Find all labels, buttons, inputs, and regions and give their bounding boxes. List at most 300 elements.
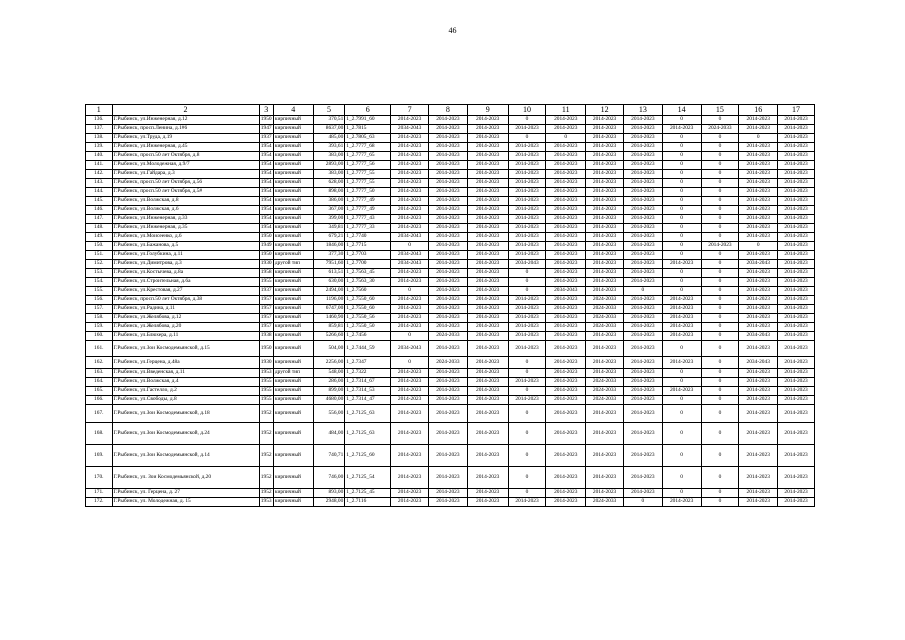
table-cell: 0 xyxy=(662,215,701,224)
table-cell: 2014-2023 xyxy=(546,143,586,152)
table-cell: 0 xyxy=(701,305,739,314)
table-cell: кирпичный xyxy=(273,498,313,507)
table-cell: 0 xyxy=(391,357,429,369)
table-cell: 2034-2043 xyxy=(391,341,429,357)
table-cell: 2024-2033 xyxy=(701,125,739,134)
table-cell: 2014-2023 xyxy=(428,161,467,170)
table-cell: 1_2.7444_59 xyxy=(345,341,391,357)
table-cell: 1952 xyxy=(259,405,273,423)
table-cell: 0 xyxy=(662,179,701,188)
table-cell: 1196,00 xyxy=(313,296,345,305)
table-cell: 0 xyxy=(739,242,778,251)
address-cell: Г.Рыбинск, ул. Молодежная, д. 15 xyxy=(112,498,259,507)
table-cell: 0 xyxy=(701,116,739,125)
table-cell: 2014-2023 xyxy=(508,314,546,323)
table-cell: 0 xyxy=(662,152,701,161)
table-cell: 2014-2023 xyxy=(623,387,662,396)
table-cell: 2024-2033 xyxy=(586,378,624,387)
table-cell: 1952 xyxy=(259,489,273,498)
table-cell: 1460,90 xyxy=(313,314,345,323)
table-cell: 2014-2023 xyxy=(623,224,662,233)
table-cell: 2014-2023 xyxy=(739,125,778,134)
table-cell: 2014-2023 xyxy=(586,179,624,188)
table-cell: 2014-2023 xyxy=(467,125,508,134)
table-row xyxy=(86,260,815,269)
table-cell: 2014-2023 xyxy=(778,445,815,467)
table-row xyxy=(86,498,815,507)
table-cell: 144. xyxy=(86,188,113,197)
table-cell: 1954 xyxy=(259,188,273,197)
table-cell: 0 xyxy=(701,489,739,498)
address-cell: Г.Рыбинск, ул.Желябова, д.12 xyxy=(112,314,259,323)
table-cell: 2014-2023 xyxy=(508,197,546,206)
table-cell: 2014-2023 xyxy=(623,161,662,170)
table-cell: 2014-2023 xyxy=(428,287,467,296)
table-cell: 2014-2023 xyxy=(778,423,815,445)
table-cell: 2014-2023 xyxy=(546,423,586,445)
table-cell: 2014-2023 xyxy=(739,161,778,170)
table-cell: 2014-2023 xyxy=(778,116,815,125)
table-cell: 2014-2023 xyxy=(428,125,467,134)
table-cell: 2024-2033 xyxy=(586,323,624,332)
table-cell: 0 xyxy=(701,233,739,242)
table-cell: 0 xyxy=(701,498,739,507)
table-cell: 161. xyxy=(86,341,113,357)
table-cell: 159. xyxy=(86,323,113,332)
table-row xyxy=(86,161,815,170)
table-cell: 1937 xyxy=(259,134,273,143)
table-cell: 0 xyxy=(662,116,701,125)
table-cell: 2014-2023 xyxy=(586,269,624,278)
table-cell: 2014-2023 xyxy=(623,445,662,467)
table-cell: 2014-2023 xyxy=(778,215,815,224)
table-cell: 0 xyxy=(662,278,701,287)
table-cell: 1_2.7116 xyxy=(345,498,391,507)
table-cell: 2014-2023 xyxy=(586,170,624,179)
table-cell: 2014-2023 xyxy=(739,251,778,260)
address-cell: Г.Рыбинск, ул.Введенская, д.11 xyxy=(112,369,259,378)
table-cell: 2014-2023 xyxy=(662,296,701,305)
table-cell: 1952 xyxy=(259,467,273,489)
address-cell: Г.Рыбинск, просп.50 лет Октября, д.56 xyxy=(112,179,259,188)
table-cell: кирпичный xyxy=(273,143,313,152)
table-cell: 0 xyxy=(662,143,701,152)
table-cell: 2014-2023 xyxy=(778,278,815,287)
table-cell: 0 xyxy=(662,378,701,387)
table-cell: 2034-2043 xyxy=(546,287,586,296)
table-cell: 2014-2023 xyxy=(546,378,586,387)
table-cell: 2014-2023 xyxy=(739,305,778,314)
table-cell: 2014-2023 xyxy=(546,233,586,242)
table-row xyxy=(86,188,815,197)
table-row xyxy=(86,269,815,278)
table-cell: 2014-2023 xyxy=(623,233,662,242)
table-cell: 2014-2023 xyxy=(739,287,778,296)
table-cell: 8637,00 xyxy=(313,125,345,134)
table-cell: 898,00 xyxy=(313,188,345,197)
table-cell: 1_2.7777_49 xyxy=(345,206,391,215)
table-row xyxy=(86,489,815,498)
table-cell: 2014-2023 xyxy=(778,143,815,152)
table-cell: 2014-2023 xyxy=(467,215,508,224)
table-cell: 171. xyxy=(86,489,113,498)
table-row xyxy=(86,152,815,161)
table-cell: 1930 xyxy=(259,260,273,269)
table-cell: 2014-2023 xyxy=(739,378,778,387)
table-cell: 628,00 xyxy=(313,179,345,188)
table-cell: 1846,00 xyxy=(313,242,345,251)
table-cell: 2014-2023 xyxy=(623,260,662,269)
table-cell: 2014-2023 xyxy=(778,269,815,278)
table-cell: 2014-2023 xyxy=(739,396,778,405)
table-cell: 2014-2023 xyxy=(662,357,701,369)
table-row xyxy=(86,341,815,357)
table-cell: 2014-2023 xyxy=(778,197,815,206)
table-cell: кирпичный xyxy=(273,224,313,233)
table-cell: 2014-2023 xyxy=(546,215,586,224)
table-cell: 2948,00 xyxy=(313,498,345,507)
table-cell: 0 xyxy=(391,287,429,296)
table-cell: 2014-2023 xyxy=(546,116,586,125)
table-cell: 2014-2023 xyxy=(546,269,586,278)
table-cell: 2014-2023 xyxy=(662,332,701,341)
table-cell: кирпичный xyxy=(273,215,313,224)
table-cell: 2014-2023 xyxy=(391,206,429,215)
table-cell: 1_2.7456 xyxy=(345,332,391,341)
table-cell: 1_2.7777_43 xyxy=(345,215,391,224)
address-cell: Г.Рыбинск, ул.Инженерная, д.35 xyxy=(112,224,259,233)
table-cell: 2014-2023 xyxy=(586,423,624,445)
table-cell: 2014-2023 xyxy=(778,489,815,498)
table-cell: 2014-2023 xyxy=(428,206,467,215)
table-cell: 2014-2023 xyxy=(428,260,467,269)
table-cell: 2014-2023 xyxy=(428,489,467,498)
table-cell: 2014-2023 xyxy=(739,179,778,188)
table-cell: 2014-2023 xyxy=(739,233,778,242)
table-cell: 2014-2023 xyxy=(467,287,508,296)
table-cell: 630,00 xyxy=(313,278,345,287)
table-cell: 2014-2023 xyxy=(467,179,508,188)
table-row xyxy=(86,134,815,143)
table-cell: 1_2.7550_60 xyxy=(345,296,391,305)
table-row xyxy=(86,287,815,296)
table-cell: 740,71 xyxy=(313,445,345,467)
table-row xyxy=(86,296,815,305)
address-cell: Г.Рыбинск, просп.50 лет Октября, д.5# xyxy=(112,188,259,197)
table-cell: 1957 xyxy=(259,323,273,332)
table-cell: 0 xyxy=(391,332,429,341)
address-cell: Г.Рыбинск, ул.Гайдара, д.3 xyxy=(112,170,259,179)
table-cell: 0 xyxy=(508,467,546,489)
table-cell: 2014-2023 xyxy=(391,197,429,206)
table-cell: 899,00 xyxy=(313,387,345,396)
table-cell: 1954 xyxy=(259,143,273,152)
address-cell: Г.Рыбинск, ул.Инженерная, д.45 xyxy=(112,143,259,152)
table-cell: 0 xyxy=(701,179,739,188)
table-row xyxy=(86,170,815,179)
table-cell: 349,81 xyxy=(313,224,345,233)
table-cell: 2034-2043 xyxy=(739,260,778,269)
table-cell: 2014-2023 xyxy=(467,332,508,341)
table-cell: 2014-2023 xyxy=(428,278,467,287)
table-cell: 2014-2023 xyxy=(778,296,815,305)
table-cell: кирпичный xyxy=(273,116,313,125)
table-cell: 370,51 xyxy=(313,116,345,125)
table-cell: 4680,00 xyxy=(313,396,345,405)
table-row xyxy=(86,224,815,233)
table-cell: 0 xyxy=(662,233,701,242)
table-cell: 2014-2023 xyxy=(391,188,429,197)
table-cell: 2014-2023 xyxy=(739,197,778,206)
table-cell: 2014-2023 xyxy=(467,378,508,387)
table-cell: 151. xyxy=(86,251,113,260)
table-cell: 383,00 xyxy=(313,152,345,161)
table-cell: 153. xyxy=(86,269,113,278)
table-cell: 2014-2023 xyxy=(546,188,586,197)
table-cell: 0 xyxy=(701,296,739,305)
table-cell: 2014-2023 xyxy=(778,242,815,251)
table-cell: кирпичный xyxy=(273,251,313,260)
table-cell: 2014-2023 xyxy=(623,206,662,215)
table-cell: 1950 xyxy=(259,251,273,260)
table-cell: 0 xyxy=(701,314,739,323)
table-cell: 2014-2023 xyxy=(428,498,467,507)
table-cell: 1_2.7125_45 xyxy=(345,489,391,498)
table-cell: 2014-2023 xyxy=(467,396,508,405)
table-cell: 168. xyxy=(86,423,113,445)
table-cell: 1_2.7560 xyxy=(345,287,391,296)
table-cell: 0 xyxy=(701,423,739,445)
table-cell: кирпичный xyxy=(273,152,313,161)
table-cell: 2014-2023 xyxy=(662,125,701,134)
table-cell: 1947 xyxy=(259,125,273,134)
table-cell: 147. xyxy=(86,215,113,224)
table-cell: 2014-2023 xyxy=(778,125,815,134)
table-cell: 2014-2023 xyxy=(508,305,546,314)
table-cell: 1_2.7815 xyxy=(345,125,391,134)
table-cell: кирпичный xyxy=(273,445,313,467)
address-cell: Г.Рыбинск, ул.Строительная, д.6а xyxy=(112,278,259,287)
table-cell: 2014-2023 xyxy=(391,405,429,423)
table-cell: 1_2.7777_55 xyxy=(345,179,391,188)
table-cell: 2014-2023 xyxy=(467,341,508,357)
table-cell: 2014-2023 xyxy=(546,224,586,233)
table-row xyxy=(86,233,815,242)
table-cell: 0 xyxy=(662,269,701,278)
table-cell: 367,00 xyxy=(313,206,345,215)
table-cell: 2014-2023 xyxy=(428,134,467,143)
table-cell: 2014-2023 xyxy=(467,357,508,369)
table-cell: 2014-2023 xyxy=(428,233,467,242)
table-cell: 2014-2023 xyxy=(623,305,662,314)
table-cell: 0 xyxy=(701,287,739,296)
table-cell: 2034-2043 xyxy=(508,260,546,269)
table-cell: 2014-2023 xyxy=(467,445,508,467)
table-cell: 0 xyxy=(508,405,546,423)
table-row xyxy=(86,405,815,423)
address-cell: Г.Рыбинск, ул.Волжская, д.6 xyxy=(112,206,259,215)
table-cell: 2014-2023 xyxy=(739,445,778,467)
address-cell: Г.Рыбинск, ул.Труда, д.19 xyxy=(112,134,259,143)
address-cell: Г.Рыбинск, ул. Герцена, д. 27 xyxy=(112,489,259,498)
table-cell: 1954 xyxy=(259,179,273,188)
table-cell: 163. xyxy=(86,369,113,378)
table-cell: 2014-2023 xyxy=(508,498,546,507)
address-cell: Г.Рыбинск, ул.Свободы, д.8 xyxy=(112,396,259,405)
table-cell: 746,00 xyxy=(313,467,345,489)
address-cell: Г.Рыбинск, ул.Волжская, д.4 xyxy=(112,378,259,387)
table-cell: 2014-2023 xyxy=(391,489,429,498)
table-cell: 0 xyxy=(508,387,546,396)
table-cell: 145. xyxy=(86,197,113,206)
table-cell: 2014-2023 xyxy=(546,152,586,161)
table-cell: 2014-2023 xyxy=(391,116,429,125)
table-cell: 1_2.7700 xyxy=(345,260,391,269)
table-cell: 1930 xyxy=(259,357,273,369)
table-cell: 2014-2023 xyxy=(467,314,508,323)
table-cell: 0 xyxy=(391,242,429,251)
table-cell: 0 xyxy=(701,215,739,224)
table-cell: 2014-2023 xyxy=(586,369,624,378)
address-cell: Г.Рыбинск, ул.Димитрова, д.3 xyxy=(112,260,259,269)
table-cell: 2014-2023 xyxy=(623,467,662,489)
table-cell: 2014-2023 xyxy=(391,269,429,278)
table-cell: 2014-2023 xyxy=(623,215,662,224)
table-cell: 2014-2023 xyxy=(586,251,624,260)
table-cell: 2014-2023 xyxy=(467,323,508,332)
table-cell: 2014-2023 xyxy=(428,445,467,467)
address-cell: Г.Рыбинск, ул.Зои Космодемьянской, д.24 xyxy=(112,423,259,445)
table-cell: 2014-2023 xyxy=(428,387,467,396)
table-cell: 2014-2023 xyxy=(778,341,815,357)
table-cell: 2014-2023 xyxy=(467,260,508,269)
table-cell: другой тип xyxy=(273,369,313,378)
table-cell: 1954 xyxy=(259,161,273,170)
table-cell: 1_2.7550_56 xyxy=(345,314,391,323)
table-cell: 1_2.7125_60 xyxy=(345,445,391,467)
table-cell: 0 xyxy=(508,489,546,498)
table-cell: 2014-2023 xyxy=(467,134,508,143)
table-cell: 2014-2023 xyxy=(739,215,778,224)
table-cell: 0 xyxy=(508,287,546,296)
table-cell: 2014-2023 xyxy=(546,341,586,357)
table-cell: 2014-2023 xyxy=(778,305,815,314)
table-cell: 6747,00 xyxy=(313,305,345,314)
table-cell: 2014-2023 xyxy=(739,498,778,507)
table-cell: 1954 xyxy=(259,170,273,179)
column-header: 3 xyxy=(259,105,273,116)
table-cell: 2014-2023 xyxy=(662,314,701,323)
table-cell: 859,81 xyxy=(313,323,345,332)
table-cell: кирпичный xyxy=(273,396,313,405)
table-cell: 2014-2023 xyxy=(739,314,778,323)
table-cell: 0 xyxy=(662,467,701,489)
table-cell: 2014-2023 xyxy=(778,161,815,170)
table-cell: 2014-2023 xyxy=(508,233,546,242)
table-cell: 0 xyxy=(701,369,739,378)
table-cell: 0 xyxy=(701,197,739,206)
table-cell: 0 xyxy=(662,197,701,206)
table-cell: 0 xyxy=(662,251,701,260)
table-cell: 0 xyxy=(662,287,701,296)
table-cell: 2024-2033 xyxy=(586,296,624,305)
table-cell: 2014-2023 xyxy=(467,489,508,498)
table-cell: 377,30 xyxy=(313,251,345,260)
table-cell: 2024-2033 xyxy=(428,357,467,369)
table-cell: 0 xyxy=(546,134,586,143)
table-cell: 2014-2023 xyxy=(739,387,778,396)
table-cell: 2014-2023 xyxy=(391,314,429,323)
table-cell: 0 xyxy=(662,489,701,498)
table-cell: 142. xyxy=(86,170,113,179)
table-cell: 2014-2023 xyxy=(391,296,429,305)
table-cell: 2014-2023 xyxy=(778,332,815,341)
table-cell: 0 xyxy=(701,224,739,233)
table-cell: 2014-2023 xyxy=(546,206,586,215)
table-cell: 2014-2023 xyxy=(623,357,662,369)
table-cell: 2014-2023 xyxy=(467,152,508,161)
table-cell: 2014-2023 xyxy=(739,206,778,215)
table-cell: 2014-2023 xyxy=(508,215,546,224)
table-cell: кирпичный xyxy=(273,332,313,341)
table-cell: 2014-2023 xyxy=(428,170,467,179)
table-cell: 2014-2023 xyxy=(623,197,662,206)
table-cell: 1_2.7314_53 xyxy=(345,387,391,396)
table-cell: 1958 xyxy=(259,269,273,278)
table-cell: кирпичный xyxy=(273,305,313,314)
table-cell: 2014-2023 xyxy=(546,125,586,134)
table-cell: 2034-2043 xyxy=(739,357,778,369)
table-cell: 893,00 xyxy=(313,489,345,498)
table-cell: 2014-2023 xyxy=(546,251,586,260)
table-cell: 2014-2023 xyxy=(391,179,429,188)
table-cell: 140. xyxy=(86,152,113,161)
table-cell: 2014-2023 xyxy=(467,369,508,378)
table-cell: 1955 xyxy=(259,387,273,396)
table-cell: 2024-2033 xyxy=(586,387,624,396)
table-cell: 1_2.7777_68 xyxy=(345,143,391,152)
table-cell: кирпичный xyxy=(273,197,313,206)
column-header: 4 xyxy=(273,105,313,116)
table-row xyxy=(86,369,815,378)
table-cell: 2014-2023 xyxy=(428,143,467,152)
table-cell: 2014-2023 xyxy=(391,445,429,467)
table-cell: 2014-2023 xyxy=(778,369,815,378)
table-cell: 2014-2023 xyxy=(467,305,508,314)
table-cell: 2014-2023 xyxy=(586,467,624,489)
address-cell: Г.Рыбинск, просп.Ленина, д.1#6 xyxy=(112,125,259,134)
table-cell: 0 xyxy=(623,287,662,296)
table-cell: 2014-2023 xyxy=(623,405,662,423)
table-cell: 2014-2023 xyxy=(467,405,508,423)
table-cell: 2014-2023 xyxy=(546,179,586,188)
table-cell: 2014-2023 xyxy=(739,188,778,197)
header-row xyxy=(86,105,815,116)
column-header: 7 xyxy=(391,105,429,116)
table-cell: кирпичный xyxy=(273,423,313,445)
table-cell: 1_2.7125_63 xyxy=(345,423,391,445)
table-cell: 2014-2023 xyxy=(508,296,546,305)
table-cell: 2014-2023 xyxy=(467,387,508,396)
table-cell: кирпичный xyxy=(273,357,313,369)
table-cell: 0 xyxy=(701,143,739,152)
table-cell: 2014-2023 xyxy=(391,378,429,387)
table-cell: 2014-2023 xyxy=(739,269,778,278)
table-cell: кирпичный xyxy=(273,125,313,134)
table-cell: 138. xyxy=(86,134,113,143)
table-cell: 0 xyxy=(701,170,739,179)
table-cell: 2014-2023 xyxy=(508,170,546,179)
